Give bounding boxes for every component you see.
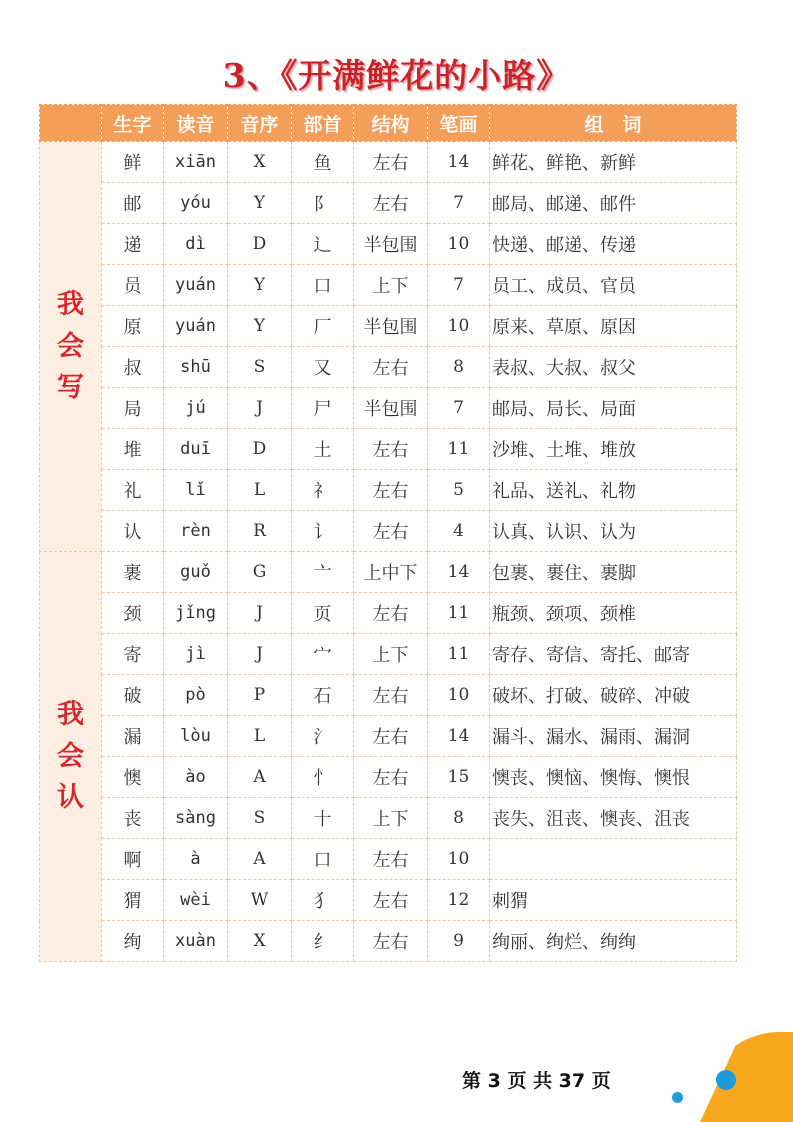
cell-strokes: 10: [428, 224, 490, 265]
cell-radical: 土: [292, 429, 354, 470]
cell-pinyin: jú: [164, 388, 228, 429]
cell-pinyin: duī: [164, 429, 228, 470]
cell-words: 邮局、邮递、邮件: [490, 183, 737, 224]
table-row: [40, 798, 737, 839]
header-char: 生字: [102, 105, 164, 142]
page-title: 3、《开满鲜花的小路》: [222, 56, 571, 95]
table-row: [40, 306, 737, 347]
cell-char: 寄: [102, 634, 164, 675]
cell-pinyin: sàng: [164, 798, 228, 839]
table-row: [40, 388, 737, 429]
cell-words: 原来、草原、原因: [490, 306, 737, 347]
cell-structure: 左右: [354, 142, 428, 183]
cell-pinyin: lǐ: [164, 470, 228, 511]
header-section: [40, 105, 102, 142]
table-row: [40, 634, 737, 675]
header-order: 音序: [228, 105, 292, 142]
cell-char: 礼: [102, 470, 164, 511]
cell-strokes: 15: [428, 757, 490, 798]
cell-radical: 页: [292, 593, 354, 634]
cell-structure: 左右: [354, 183, 428, 224]
cell-strokes: 4: [428, 511, 490, 552]
cell-words: 漏斗、漏水、漏雨、漏洞: [490, 716, 737, 757]
cell-pinyin: jǐng: [164, 593, 228, 634]
header-pinyin: 读音: [164, 105, 228, 142]
cell-order: Y: [228, 306, 292, 347]
header-strokes: 笔画: [428, 105, 490, 142]
table-row: [40, 183, 737, 224]
cell-order: P: [228, 675, 292, 716]
cell-order: J: [228, 388, 292, 429]
cell-char: 鲜: [102, 142, 164, 183]
cell-structure: 左右: [354, 757, 428, 798]
cell-order: D: [228, 429, 292, 470]
cell-words: 懊丧、懊恼、懊悔、懊恨: [490, 757, 737, 798]
cell-char: 原: [102, 306, 164, 347]
table-row: [40, 921, 737, 962]
cell-radical: 口: [292, 839, 354, 880]
table-row: [40, 593, 737, 634]
cell-char: 猬: [102, 880, 164, 921]
cell-order: J: [228, 593, 292, 634]
cell-radical: 厂: [292, 306, 354, 347]
table-row: [40, 470, 737, 511]
cell-structure: 左右: [354, 511, 428, 552]
cell-radical: 纟: [292, 921, 354, 962]
cell-structure: 半包围: [354, 388, 428, 429]
table-header-row: [40, 105, 737, 142]
cell-radical: 又: [292, 347, 354, 388]
cell-pinyin: yuán: [164, 306, 228, 347]
cell-strokes: 10: [428, 839, 490, 880]
cell-char: 漏: [102, 716, 164, 757]
cell-structure: 左右: [354, 470, 428, 511]
cell-order: D: [228, 224, 292, 265]
cell-order: R: [228, 511, 292, 552]
cell-pinyin: jì: [164, 634, 228, 675]
cell-strokes: 14: [428, 142, 490, 183]
section-label-text: 我会认: [57, 698, 84, 814]
cell-structure: 左右: [354, 839, 428, 880]
cell-char: 颈: [102, 593, 164, 634]
cell-pinyin: yuán: [164, 265, 228, 306]
table-row: [40, 265, 737, 306]
cell-pinyin: ào: [164, 757, 228, 798]
table-row: [40, 347, 737, 388]
cell-strokes: 5: [428, 470, 490, 511]
cell-words: [490, 839, 737, 880]
cell-order: S: [228, 347, 292, 388]
cell-char: 邮: [102, 183, 164, 224]
table-row: [40, 552, 737, 593]
cell-strokes: 11: [428, 634, 490, 675]
cell-order: X: [228, 142, 292, 183]
cell-words: 刺猬: [490, 880, 737, 921]
cell-radical: 石: [292, 675, 354, 716]
cell-structure: 左右: [354, 921, 428, 962]
cell-structure: 左右: [354, 347, 428, 388]
cell-char: 裹: [102, 552, 164, 593]
cell-pinyin: xiān: [164, 142, 228, 183]
header-structure: 结构: [354, 105, 428, 142]
cell-radical: 尸: [292, 388, 354, 429]
table-row: [40, 429, 737, 470]
cell-structure: 上下: [354, 634, 428, 675]
cell-radical: 氵: [292, 716, 354, 757]
table-row: [40, 511, 737, 552]
cell-order: W: [228, 880, 292, 921]
cell-pinyin: dì: [164, 224, 228, 265]
cell-char: 啊: [102, 839, 164, 880]
cell-order: A: [228, 839, 292, 880]
cell-pinyin: wèi: [164, 880, 228, 921]
cell-order: S: [228, 798, 292, 839]
cell-order: A: [228, 757, 292, 798]
cell-radical: 宀: [292, 634, 354, 675]
cell-char: 认: [102, 511, 164, 552]
header-words: 组 词: [490, 105, 737, 142]
cell-words: 包裹、裹住、裹脚: [490, 552, 737, 593]
cell-words: 员工、成员、官员: [490, 265, 737, 306]
cell-structure: 半包围: [354, 224, 428, 265]
cell-order: L: [228, 470, 292, 511]
cell-pinyin: yóu: [164, 183, 228, 224]
cell-words: 绚丽、绚烂、绚绚: [490, 921, 737, 962]
cell-radical: 鱼: [292, 142, 354, 183]
cell-strokes: 7: [428, 265, 490, 306]
cell-pinyin: pò: [164, 675, 228, 716]
cell-pinyin: shū: [164, 347, 228, 388]
cell-pinyin: rèn: [164, 511, 228, 552]
cell-structure: 左右: [354, 675, 428, 716]
cell-words: 瓶颈、颈项、颈椎: [490, 593, 737, 634]
vocabulary-table: [39, 104, 737, 962]
cell-strokes: 10: [428, 306, 490, 347]
cell-strokes: 7: [428, 388, 490, 429]
cell-order: L: [228, 716, 292, 757]
cell-radical: 礻: [292, 470, 354, 511]
cell-strokes: 7: [428, 183, 490, 224]
cell-radical: 犭: [292, 880, 354, 921]
cell-radical: 阝: [292, 183, 354, 224]
cell-structure: 左右: [354, 593, 428, 634]
cell-words: 丧失、沮丧、懊丧、沮丧: [490, 798, 737, 839]
table-row: [40, 757, 737, 798]
cell-char: 局: [102, 388, 164, 429]
cell-char: 懊: [102, 757, 164, 798]
header-radical: 部首: [292, 105, 354, 142]
cell-order: X: [228, 921, 292, 962]
section-label: [40, 552, 102, 962]
cell-char: 丧: [102, 798, 164, 839]
table-row: [40, 142, 737, 183]
cell-words: 破坏、打破、破碎、冲破: [490, 675, 737, 716]
cell-strokes: 9: [428, 921, 490, 962]
cell-pinyin: lòu: [164, 716, 228, 757]
table-row: [40, 224, 737, 265]
cell-strokes: 8: [428, 347, 490, 388]
cell-order: Y: [228, 265, 292, 306]
cell-strokes: 11: [428, 429, 490, 470]
cell-strokes: 12: [428, 880, 490, 921]
cell-structure: 左右: [354, 716, 428, 757]
decorative-dot-small: [672, 1092, 683, 1103]
cell-words: 沙堆、土堆、堆放: [490, 429, 737, 470]
cell-radical: 忄: [292, 757, 354, 798]
cell-structure: 左右: [354, 880, 428, 921]
cell-radical: 口: [292, 265, 354, 306]
cell-structure: 左右: [354, 429, 428, 470]
cell-order: Y: [228, 183, 292, 224]
cell-structure: 半包围: [354, 306, 428, 347]
cell-structure: 上下: [354, 265, 428, 306]
cell-order: G: [228, 552, 292, 593]
cell-strokes: 8: [428, 798, 490, 839]
cell-strokes: 14: [428, 552, 490, 593]
cell-words: 认真、认识、认为: [490, 511, 737, 552]
cell-words: 礼品、送礼、礼物: [490, 470, 737, 511]
cell-strokes: 10: [428, 675, 490, 716]
cell-words: 表叔、大叔、叔父: [490, 347, 737, 388]
table-row: [40, 839, 737, 880]
cell-radical: 十: [292, 798, 354, 839]
cell-strokes: 14: [428, 716, 490, 757]
cell-char: 破: [102, 675, 164, 716]
cell-radical: 讠: [292, 511, 354, 552]
cell-order: J: [228, 634, 292, 675]
cell-words: 快递、邮递、传递: [490, 224, 737, 265]
cell-words: 邮局、局长、局面: [490, 388, 737, 429]
cell-pinyin: à: [164, 839, 228, 880]
cell-words: 寄存、寄信、寄托、邮寄: [490, 634, 737, 675]
cell-strokes: 11: [428, 593, 490, 634]
decorative-dot-large: [716, 1070, 736, 1090]
table-row: [40, 880, 737, 921]
cell-structure: 上下: [354, 798, 428, 839]
cell-char: 员: [102, 265, 164, 306]
cell-pinyin: xuàn: [164, 921, 228, 962]
table-body: [40, 142, 737, 962]
cell-char: 递: [102, 224, 164, 265]
table-row: [40, 716, 737, 757]
section-label-text: 我会写: [57, 288, 84, 404]
cell-structure: 上中下: [354, 552, 428, 593]
cell-char: 堆: [102, 429, 164, 470]
cell-radical: 亠: [292, 552, 354, 593]
cell-char: 绚: [102, 921, 164, 962]
decorative-corner-shape: [700, 1032, 793, 1122]
cell-radical: 辶: [292, 224, 354, 265]
cell-pinyin: guǒ: [164, 552, 228, 593]
table-row: [40, 675, 737, 716]
page-number: 第 3 页 共 37 页: [462, 1070, 611, 1092]
cell-char: 叔: [102, 347, 164, 388]
section-label: [40, 142, 102, 552]
cell-words: 鲜花、鲜艳、新鲜: [490, 142, 737, 183]
